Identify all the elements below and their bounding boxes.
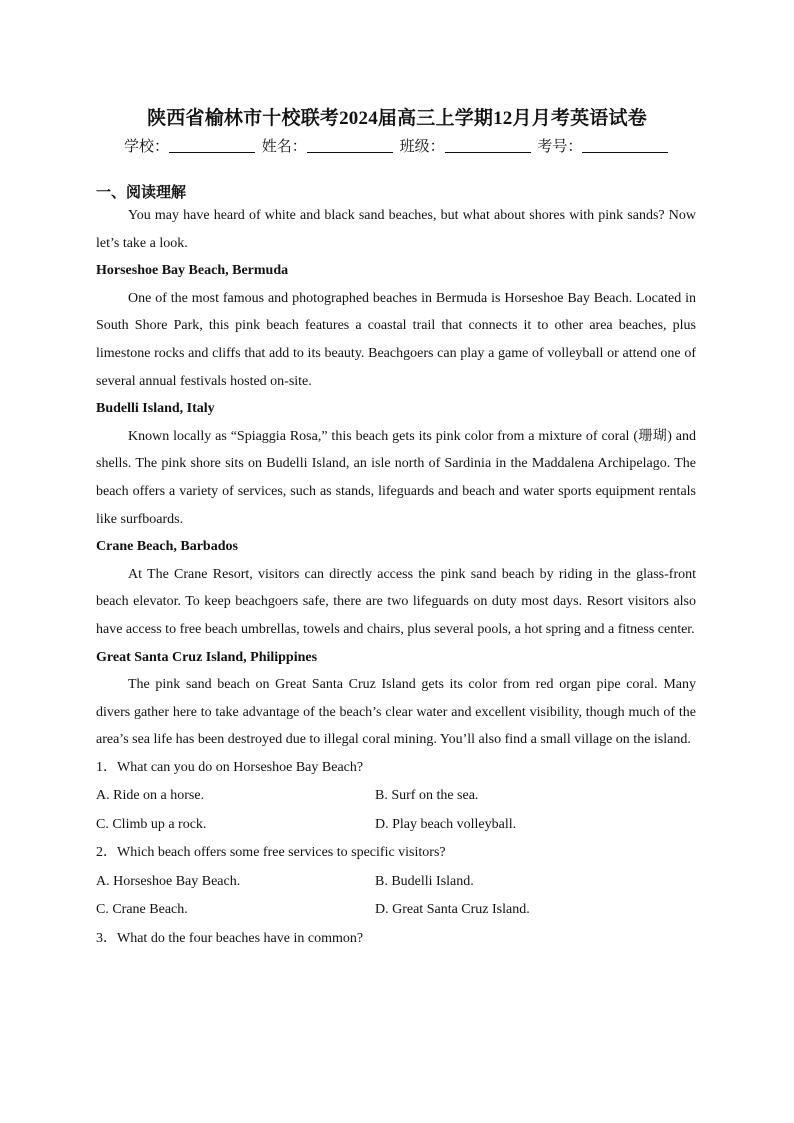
beach-heading: Budelli Island, Italy: [96, 401, 215, 417]
question-3: [96, 925, 696, 954]
question-number: 1．: [96, 759, 117, 775]
section-heading: 一、阅读理解: [96, 183, 187, 201]
question-1: [96, 754, 696, 783]
exam-number-blank[interactable]: [582, 138, 668, 153]
name-blank[interactable]: [307, 138, 393, 153]
beach-paragraph: Known locally as “Spiaggia Rosa,” this beach gets its pink color from a mixture of coral (珊瑚) and shells. The pink shore sits on Budelli Island, an isle north of Sardinia in the Maddalena Archipelago. The beach offers a variety of services, such as stands, lifeguards and beach and water sports equipment rentals like surfboards.: [96, 428, 696, 527]
school-blank[interactable]: [169, 138, 255, 153]
question-stem: What do the four beaches have in common?: [117, 930, 364, 946]
option-d[interactable]: D. Great Santa Cruz Island.: [375, 902, 530, 918]
option-b[interactable]: B. Surf on the sea.: [375, 788, 479, 804]
beach-paragraph: The pink sand beach on Great Santa Cruz Island gets its color from red organ pipe coral. Many divers gather here to take advantage of the beach’s clear water and excellent visibility, though much of the area’s sea life has been destroyed due to illegal coral mining. You’ll also find a small village on the island.: [96, 677, 696, 748]
beach-paragraph: At The Crane Resort, visitors can directly access the pink sand beach by riding in the glass-front beach elevator. To keep beachgoers safe, there are two lifeguards on duty most days. Resort visitors also have access to free beach umbrellas, towels and chairs, plus several pools, a hot spring and a fitness center.: [96, 566, 696, 637]
beach-paragraph: One of the most famous and photographed beaches in Bermuda is Horseshoe Bay Beach. Located in South Shore Park, this pink beach features a coastal trail that connects it to other area beaches, plus limestone rocks and cliffs that add to its beauty. Beachgoers can play a game of volleyball or attend one of several annual festivals hosted on-site.: [96, 290, 696, 389]
options-row: [96, 868, 696, 897]
option-b[interactable]: B. Budelli Island.: [375, 873, 474, 889]
student-info-line: [124, 135, 684, 156]
question-stem: Which beach offers some free services to specific visitors?: [117, 845, 446, 861]
options-row: [96, 896, 696, 925]
beach-heading: Horseshoe Bay Beach, Bermuda: [96, 263, 289, 279]
question-number: 2．: [96, 845, 117, 861]
option-c[interactable]: C. Crane Beach.: [96, 902, 188, 918]
question-number: 3．: [96, 930, 117, 946]
option-a[interactable]: A. Horseshoe Bay Beach.: [96, 873, 241, 889]
option-d[interactable]: D. Play beach volleyball.: [375, 816, 517, 832]
option-c[interactable]: C. Climb up a rock.: [96, 816, 207, 832]
passage-intro: You may have heard of white and black sand beaches, but what about shores with pink sands? Now let’s take a look.: [96, 208, 696, 251]
class-blank[interactable]: [445, 138, 531, 153]
reading-content: [96, 202, 696, 953]
class-label: 班级：: [399, 137, 445, 155]
exam-title: 陕西省榆林市十校联考2024届高三上学期12月月考英语试卷: [147, 108, 647, 129]
options-row: [96, 811, 696, 840]
beach-heading: Great Santa Cruz Island, Philippines: [96, 649, 318, 665]
question-stem: What can you do on Horseshoe Bay Beach?: [117, 759, 364, 775]
exam-number-label: 考号：: [537, 137, 583, 155]
question-2: [96, 839, 696, 868]
school-label: 学校：: [124, 137, 170, 155]
beach-heading: Crane Beach, Barbados: [96, 539, 238, 555]
options-row: [96, 782, 696, 811]
option-a[interactable]: A. Ride on a horse.: [96, 788, 205, 804]
name-label: 姓名：: [261, 137, 307, 155]
